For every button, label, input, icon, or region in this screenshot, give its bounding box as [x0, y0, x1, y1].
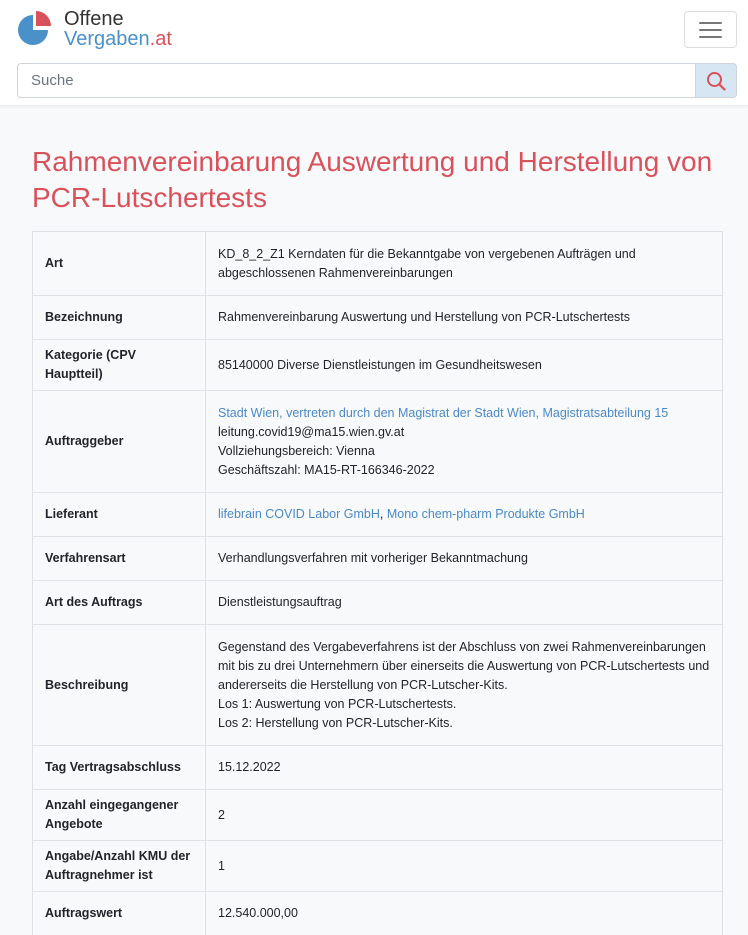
row-value-lieferant: [206, 493, 723, 537]
row-label-kategorie: Kategorie (CPV Hauptteil): [33, 340, 206, 391]
table-row: [33, 340, 723, 391]
row-value-art-des-auftrags: Dienstleistungsauftrag: [206, 581, 723, 625]
navbar-toggle-button[interactable]: [684, 11, 737, 48]
brand-name-main: Vergaben: [64, 28, 150, 50]
row-value-kategorie: 85140000 Diverse Dienstleistungen im Gesundheitswesen: [206, 340, 723, 391]
lieferant-link-lifebrain[interactable]: lifebrain COVID Labor GmbH: [218, 507, 380, 521]
row-value-verfahrensart: Verhandlungsverfahren mit vorheriger Bekanntmachung: [206, 537, 723, 581]
row-value-bezeichnung: Rahmenvereinbarung Auswertung und Herstellung von PCR-Lutschertests: [206, 296, 723, 340]
row-value-art: KD_8_2_Z1 Kerndaten für die Bekanntgabe von vergebenen Aufträgen und abgeschlossenen Rahmenvereinbarungen: [206, 232, 723, 296]
row-value-tag-vertragsabschluss: 15.12.2022: [206, 746, 723, 790]
beschreibung-text: Gegenstand des Vergabeverfahrens ist der Abschluss von zwei Rahmenvereinbarungen mit bis zu drei Unternehmern über einerseits die Auswertung von PCR-Lutschertests und andererseits die Herstellung von PCR-Lutscher-Kits.: [218, 639, 710, 692]
auftraggeber-vollziehungsbereich: Vollziehungsbereich: Vienna: [218, 443, 375, 458]
table-row: [33, 625, 723, 746]
table-row: [33, 746, 723, 790]
row-value-auftragswert: 12.540.000,00: [206, 892, 723, 935]
lieferant-separator: ,: [379, 507, 387, 521]
search-button[interactable]: [695, 63, 737, 98]
row-label-verfahrensart: Verfahrensart: [33, 537, 206, 581]
brand-name-line2: [64, 28, 172, 50]
table-row: [33, 493, 723, 537]
contract-details-table: [32, 231, 723, 935]
row-label-kmu: Angabe/Anzahl KMU der Auftragnehmer ist: [33, 841, 206, 892]
table-row: [33, 537, 723, 581]
auftraggeber-link[interactable]: Stadt Wien, vertreten durch den Magistrat der Stadt Wien, Magistratsabteilung 15: [218, 405, 669, 420]
navbar: [0, 0, 748, 106]
search-form: [17, 63, 737, 98]
table-row: [33, 296, 723, 340]
row-label-art-des-auftrags: Art des Auftrags: [33, 581, 206, 625]
hamburger-icon-bar: [699, 29, 722, 31]
row-value-kmu: 1: [206, 841, 723, 892]
auftraggeber-geschaeftszahl: Geschäftszahl: MA15-RT-166346-2022: [218, 462, 435, 477]
lieferant-link-mono[interactable]: Mono chem-pharm Produkte GmbH: [386, 507, 585, 521]
table-row: [33, 232, 723, 296]
brand-name-tld: .at: [149, 28, 172, 50]
hamburger-icon-bar: [699, 22, 722, 24]
search-icon: [706, 71, 726, 91]
beschreibung-los2: Los 2: Herstellung von PCR-Lutscher-Kits.: [218, 715, 453, 730]
row-value-beschreibung: [206, 625, 723, 746]
table-row: [33, 790, 723, 841]
row-label-auftragswert: Auftragswert: [33, 892, 206, 935]
hamburger-icon-bar: [699, 36, 722, 38]
row-label-bezeichnung: Bezeichnung: [33, 296, 206, 340]
row-label-art: Art: [33, 232, 206, 296]
table-row: [33, 892, 723, 935]
brand-name-line1: Offene: [64, 8, 124, 30]
auftraggeber-email: leitung.covid19@ma15.wien.gv.at: [218, 424, 405, 439]
row-label-beschreibung: Beschreibung: [33, 625, 206, 746]
row-label-anzahl-angebote: Anzahl eingegangener Angebote: [33, 790, 206, 841]
brand-logo-link[interactable]: [17, 9, 197, 51]
page-title: Rahmenvereinbarung Auswertung und Herstellung von PCR-Lutschertests: [32, 146, 713, 213]
row-label-lieferant: Lieferant: [33, 493, 206, 537]
search-input[interactable]: [17, 63, 696, 98]
table-row: [33, 581, 723, 625]
row-value-auftraggeber: [206, 391, 723, 493]
beschreibung-los1: Los 1: Auswertung von PCR-Lutschertests.: [218, 696, 457, 711]
pie-chart-logo-icon: [17, 10, 53, 46]
row-label-auftraggeber: Auftraggeber: [33, 391, 206, 493]
row-label-tag-vertragsabschluss: Tag Vertragsabschluss: [33, 746, 206, 790]
table-row: [33, 391, 723, 493]
row-value-anzahl-angebote: 2: [206, 790, 723, 841]
table-row: [33, 841, 723, 892]
